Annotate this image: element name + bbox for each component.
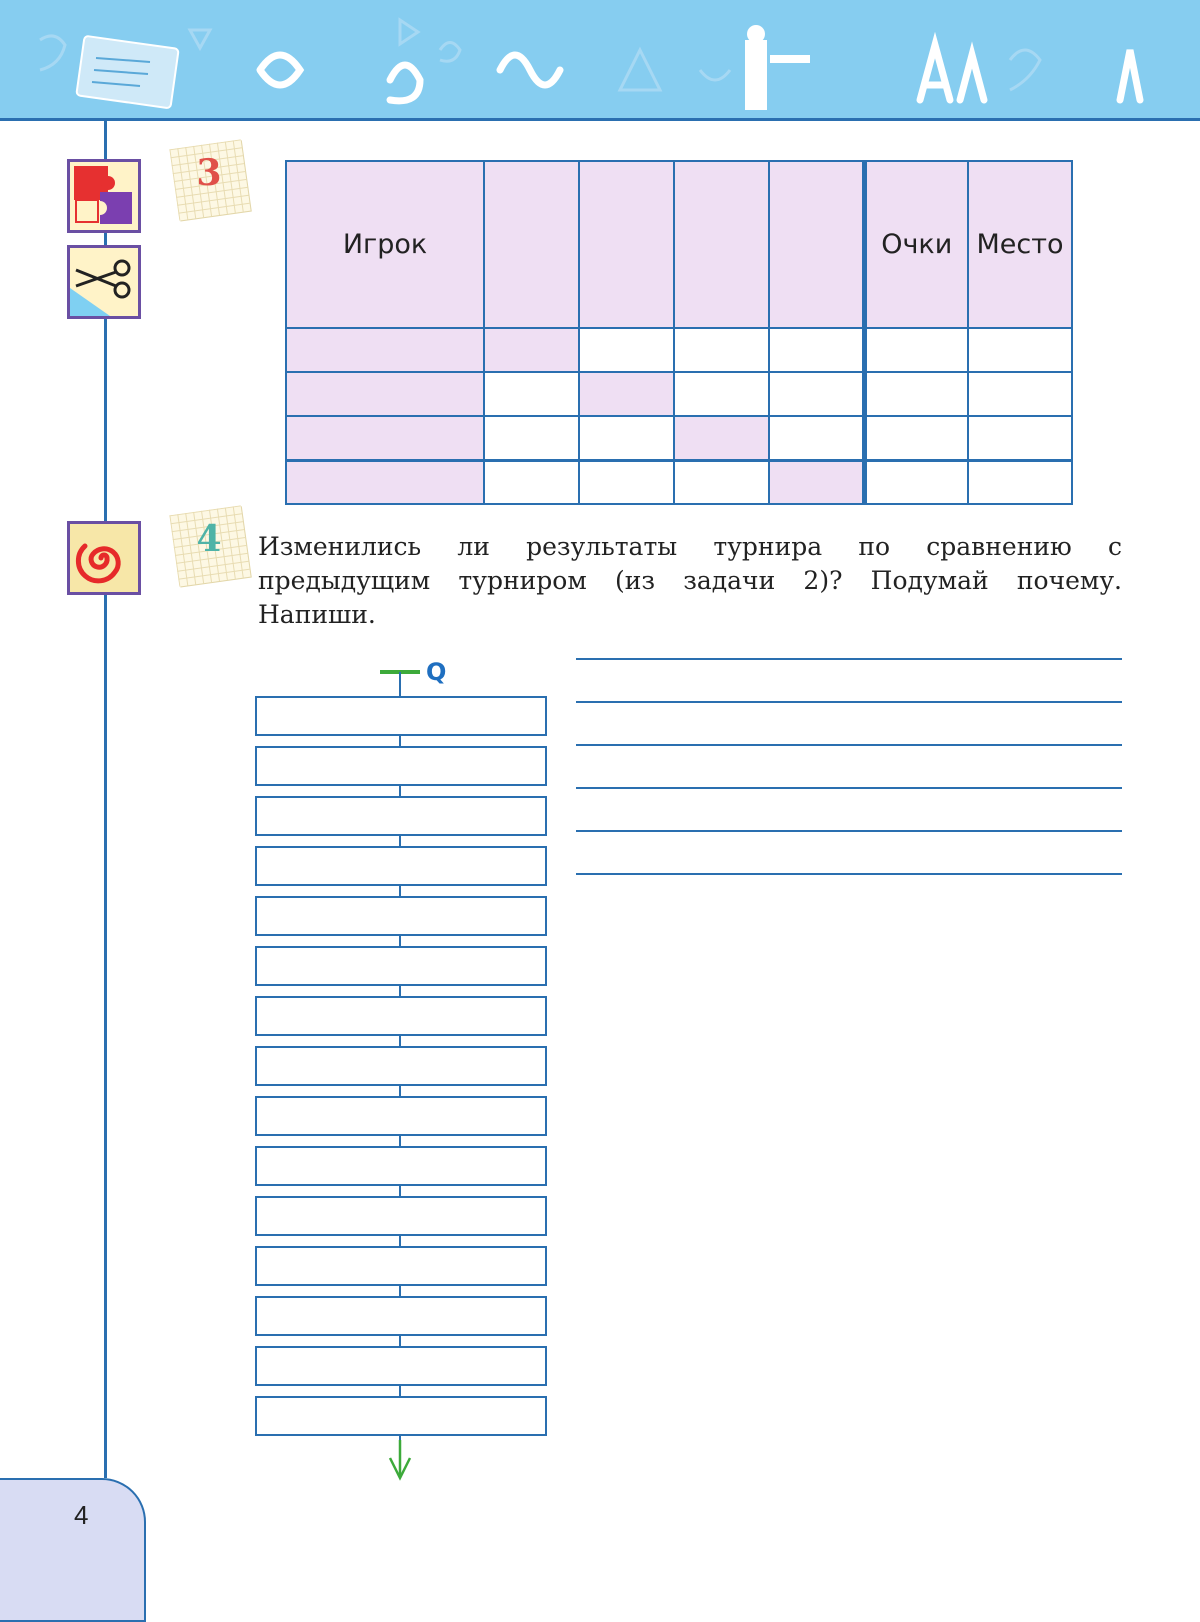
header-banner [0,0,1200,121]
flow-answer-box[interactable] [255,1296,547,1336]
column-header [484,161,579,328]
table-cell[interactable] [286,372,484,416]
table-cell[interactable] [579,416,674,460]
table-cell[interactable] [864,416,968,460]
table-cell[interactable] [286,460,484,504]
table-cell[interactable] [769,372,864,416]
flow-answer-box[interactable] [255,1146,547,1186]
spiral-icon [67,521,141,595]
flow-answer-box[interactable] [255,896,547,936]
table-cell[interactable] [864,372,968,416]
flow-answer-box[interactable] [255,746,547,786]
column-header-place: Место [968,161,1072,328]
table-cell [769,460,864,504]
table-cell[interactable] [769,416,864,460]
table-row [286,460,1072,504]
table-cell[interactable] [864,460,968,504]
table-cell[interactable] [484,416,579,460]
scissors-icon [67,245,141,319]
table-cell[interactable] [579,328,674,372]
table-cell[interactable] [674,328,769,372]
tournament-table [285,160,1073,505]
table-cell[interactable] [286,416,484,460]
column-header-points: Очки [864,161,968,328]
question-text: Изменились ли результаты турнира по сравнению с предыдущим турниром (из задачи 2)? Подумай почему. Напиши. [258,532,1122,629]
flow-start-label: Q [426,658,447,686]
flow-answer-box[interactable] [255,1196,547,1236]
table-cell[interactable] [968,416,1072,460]
table-cell [484,328,579,372]
answer-line[interactable] [576,873,1122,875]
table-cell[interactable] [484,372,579,416]
flow-answer-box[interactable] [255,1396,547,1436]
column-header [579,161,674,328]
flow-answer-box[interactable] [255,1046,547,1086]
flow-answer-box[interactable] [255,1246,547,1286]
table-row [286,416,1072,460]
table-cell[interactable] [286,328,484,372]
answer-line[interactable] [576,701,1122,703]
table-cell [674,416,769,460]
flow-answer-box[interactable] [255,796,547,836]
margin-rule [104,118,107,1478]
answer-line[interactable] [576,744,1122,746]
flow-answer-box[interactable] [255,946,547,986]
page-number-tab [0,1478,146,1622]
decorative-glyphs [0,0,1200,118]
table-row [286,372,1072,416]
table-cell[interactable] [484,460,579,504]
answer-line[interactable] [576,658,1122,660]
answer-line[interactable] [576,787,1122,789]
table-row [286,328,1072,372]
answer-line[interactable] [576,830,1122,832]
table-cell[interactable] [864,328,968,372]
table-cell[interactable] [674,372,769,416]
puzzle-icon [67,159,141,233]
task-number: 3 [196,152,222,195]
task-number-badge [169,139,250,220]
column-header [769,161,864,328]
table-cell[interactable] [674,460,769,504]
task-number: 4 [196,518,222,561]
flow-answer-box[interactable] [255,846,547,886]
table-cell[interactable] [579,460,674,504]
column-header [674,161,769,328]
table-cell [579,372,674,416]
flow-answer-box[interactable] [255,696,547,736]
table-cell[interactable] [968,372,1072,416]
flow-answer-box[interactable] [255,1346,547,1386]
table-cell[interactable] [968,328,1072,372]
table-cell[interactable] [769,328,864,372]
flow-answer-box[interactable] [255,996,547,1036]
table-header-row [286,161,1072,328]
column-header-player: Игрок [286,161,484,328]
flow-answer-box[interactable] [255,1096,547,1136]
page-number: 4 [74,1500,89,1530]
task-number-badge [169,505,250,586]
table-cell[interactable] [968,460,1072,504]
